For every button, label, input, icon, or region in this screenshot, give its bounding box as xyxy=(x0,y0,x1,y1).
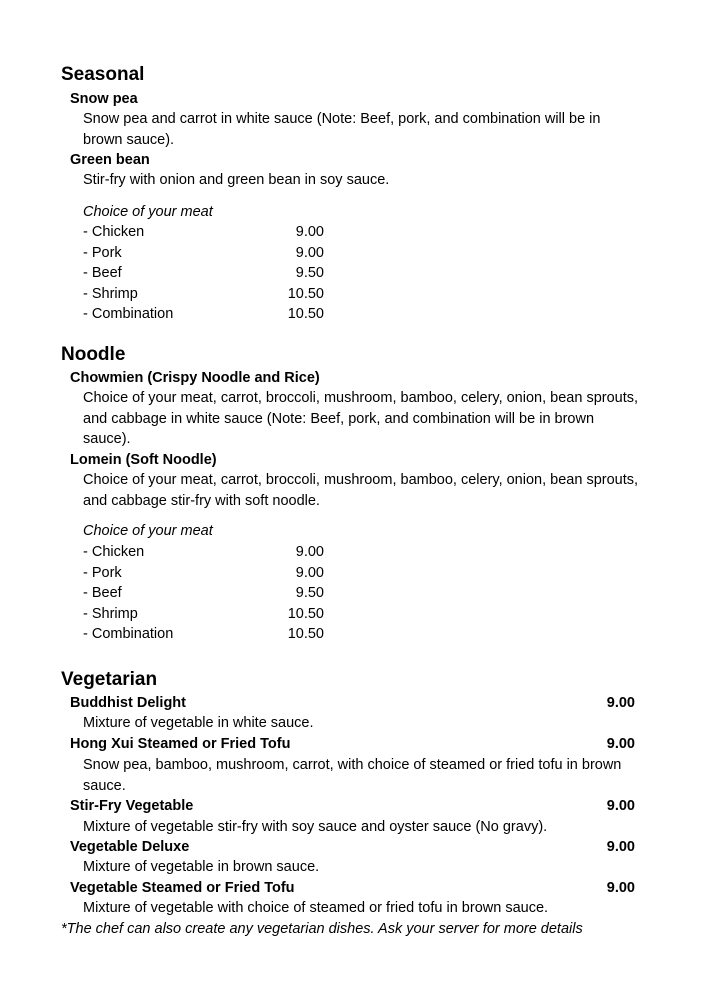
meat-price: 10.50 xyxy=(287,285,324,302)
item-price-vegetable-deluxe: 9.00 xyxy=(606,839,635,855)
meat-name: - Beef xyxy=(83,265,122,281)
meat-row xyxy=(83,222,324,242)
item-name-snow-pea: Snow pea xyxy=(70,91,138,107)
meat-row xyxy=(83,604,324,624)
meat-name: - Pork xyxy=(83,244,122,261)
vegetarian-footnote: *The chef can also create any vegetarian dishes. Ask your server for more details xyxy=(61,921,583,937)
item-name-buddhist-delight: Buddhist Delight xyxy=(70,695,186,711)
meat-price: 10.50 xyxy=(287,306,324,322)
item-desc-chowmien: Choice of your meat, carrot, broccoli, mushroom, bamboo, celery, onion, bean sprouts, and cabbage in white sauce (Note: Beef, pork, and combination will be in brown sauce). xyxy=(83,390,639,447)
item-desc-green-bean: Stir-fry with onion and green bean in soy sauce. xyxy=(83,172,390,188)
item-desc-vegetable-tofu: Mixture of vegetable with choice of steamed or fried tofu in brown sauce. xyxy=(83,900,549,916)
item-desc-lomein: Choice of your meat, carrot, broccoli, mushroom, bamboo, celery, onion, bean sprouts, and cabbage stir-fry with soft noodle. xyxy=(83,472,639,509)
item-price-buddhist-delight: 9.00 xyxy=(606,695,635,711)
item-desc-hong-xui-tofu: Snow pea, bamboo, mushroom, carrot, with choice of steamed or fried tofu in brown sauce. xyxy=(83,757,622,794)
item-desc-stir-fry-vegetable: Mixture of vegetable stir-fry with soy sauce and oyster sauce (No gravy). xyxy=(83,819,548,835)
meat-price: 9.00 xyxy=(295,224,324,240)
meat-row xyxy=(83,624,324,644)
item-name-stir-fry-vegetable: Stir-Fry Vegetable xyxy=(70,798,194,814)
item-desc-snow-pea: Snow pea and carrot in white sauce (Note: Beef, pork, and combination will be in brown sauce). xyxy=(83,111,601,148)
meat-price: 9.00 xyxy=(295,564,324,581)
item-name-chowmien: Chowmien (Crispy Noodle and Rice) xyxy=(70,370,320,386)
meat-price: 9.50 xyxy=(295,585,324,601)
meat-row xyxy=(83,243,324,263)
item-desc-vegetable-deluxe: Mixture of vegetable in brown sauce. xyxy=(83,859,320,875)
item-name-hong-xui-tofu: Hong Xui Steamed or Fried Tofu xyxy=(70,736,291,752)
item-name-vegetable-tofu: Vegetable Steamed or Fried Tofu xyxy=(70,880,295,896)
meat-row xyxy=(83,263,324,283)
meat-row xyxy=(83,304,324,324)
meat-row xyxy=(83,583,324,603)
choice-of-meat-title: Choice of your meat xyxy=(83,523,213,539)
item-price-vegetable-tofu: 9.00 xyxy=(606,880,635,896)
meat-price: 9.50 xyxy=(295,265,324,281)
section-title-noodle: Noodle xyxy=(61,344,126,365)
meat-price: 10.50 xyxy=(287,626,324,642)
meat-name: - Combination xyxy=(83,306,174,322)
meat-name: - Pork xyxy=(83,564,122,581)
item-name-lomein: Lomein (Soft Noodle) xyxy=(70,452,217,468)
meat-name: - Chicken xyxy=(83,544,145,560)
item-price-stir-fry-vegetable: 9.00 xyxy=(606,798,635,814)
meat-name: - Combination xyxy=(83,626,174,642)
meat-row xyxy=(83,542,324,562)
meat-row xyxy=(83,284,324,304)
meat-name: - Shrimp xyxy=(83,285,138,302)
item-price-hong-xui-tofu: 9.00 xyxy=(606,736,635,752)
item-desc-buddhist-delight: Mixture of vegetable in white sauce. xyxy=(83,715,314,731)
meat-name: - Chicken xyxy=(83,224,145,240)
section-title-seasonal: Seasonal xyxy=(61,64,145,85)
meat-price: 10.50 xyxy=(287,605,324,622)
meat-price: 9.00 xyxy=(295,544,324,560)
meat-name: - Shrimp xyxy=(83,605,138,622)
choice-of-meat-title: Choice of your meat xyxy=(83,204,213,220)
meat-name: - Beef xyxy=(83,585,122,601)
item-name-vegetable-deluxe: Vegetable Deluxe xyxy=(70,839,190,855)
item-name-green-bean: Green bean xyxy=(70,152,150,168)
meat-price: 9.00 xyxy=(295,244,324,261)
section-title-vegetarian: Vegetarian xyxy=(61,669,158,690)
meat-row xyxy=(83,563,324,583)
